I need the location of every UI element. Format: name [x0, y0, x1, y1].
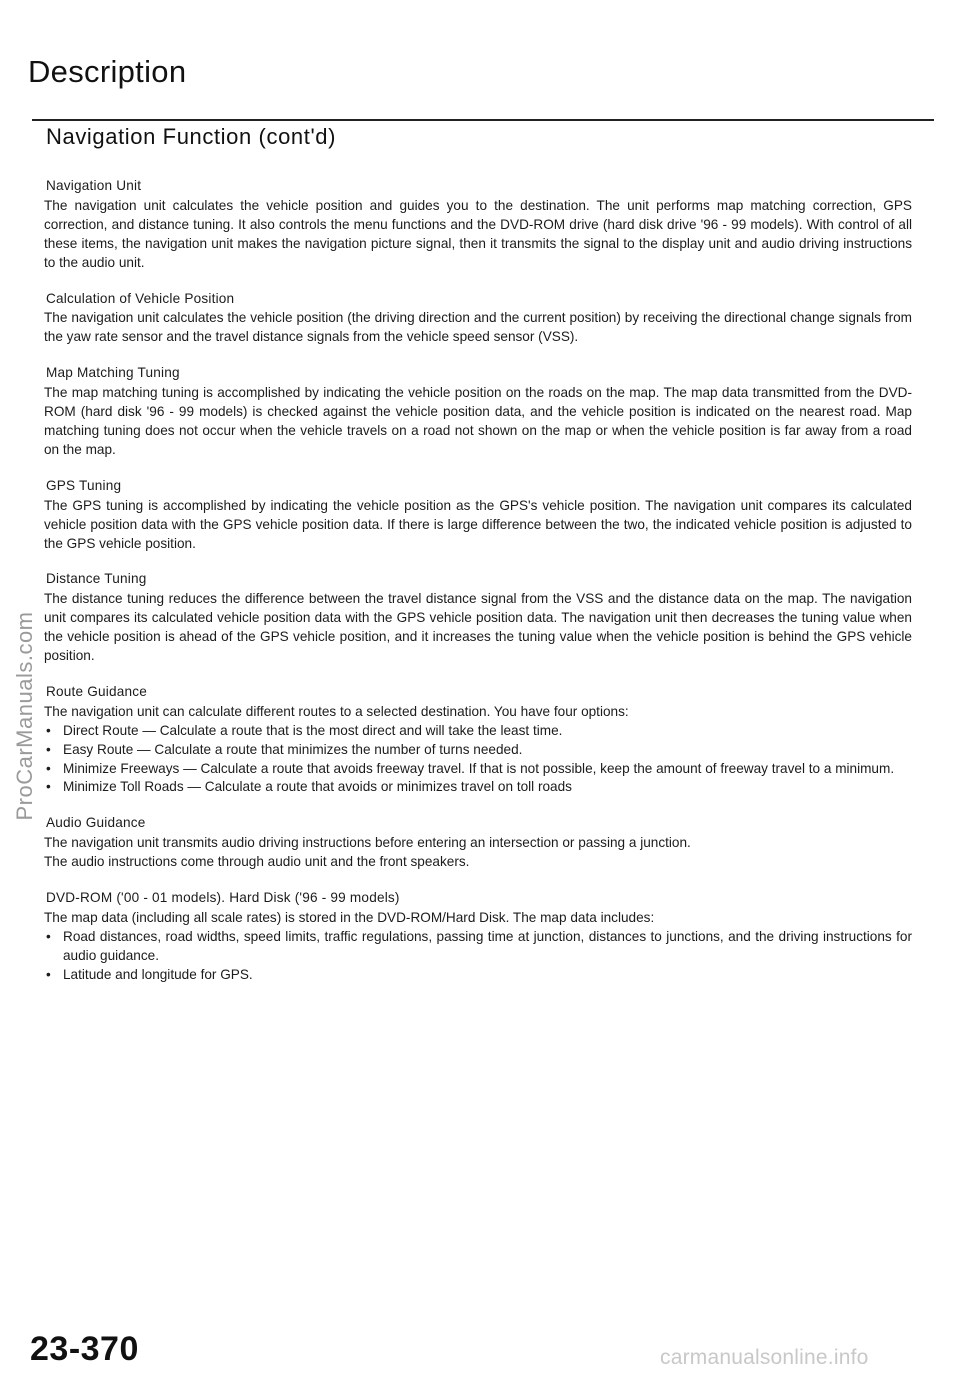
section-heading: Calculation of Vehicle Position: [46, 290, 235, 306]
section-paragraph: The navigation unit calculates the vehicle position (the driving direction and the current position) by receiving the directional change signals from the yaw rate sensor and the travel distance signals from the vehicle speed sensor (VSS).: [44, 310, 912, 345]
section-paragraph: The navigation unit transmits audio driving instructions before entering an intersection or passing a junction.: [44, 835, 691, 851]
list-item: [46, 760, 912, 779]
list-item: [46, 928, 912, 966]
section-paragraph: The map data (including all scale rates) is stored in the DVD-ROM/Hard Disk. The map data includes:: [44, 910, 655, 925]
list-item-text: Latitude and longitude for GPS.: [63, 966, 253, 982]
list-item: [46, 778, 912, 797]
map-data-list: [46, 928, 912, 985]
bullet-icon: •: [46, 722, 51, 738]
bullet-icon: •: [46, 741, 51, 757]
list-item: [46, 722, 912, 741]
bullet-icon: •: [46, 966, 51, 982]
list-item: [46, 966, 912, 985]
section-paragraph: The map matching tuning is accomplished by indicating the vehicle position on the roads on the map. The map data transmitted from the DVD-ROM (hard disk '96 - 99 models) is checked against the vehicle position data, and the vehicle position is indicated on the nearest road. Map matching tuning does not occur when the vehicle travels on a road not shown on the map or when the vehicle position is far away from a road on the map.: [44, 385, 912, 457]
section-heading: Navigation Unit: [46, 178, 142, 193]
section-paragraph: The GPS tuning is accomplished by indicating the vehicle position as the GPS's vehicle position. The navigation unit compares its calculated vehicle position data with the GPS vehicle position data. If there is large difference between the two, the indicated vehicle position is adjusted to the GPS vehicle position.: [44, 497, 912, 551]
bullet-icon: •: [46, 928, 51, 944]
bullet-icon: •: [46, 760, 51, 776]
section-navigation-unit: [46, 177, 912, 273]
section-audio-guidance: [46, 814, 912, 872]
list-item-text: Easy Route — Calculate a route that minimizes the number of turns needed.: [63, 741, 523, 757]
footer-site-watermark: carmanualsonline.info: [660, 1346, 869, 1369]
route-options-list: [46, 722, 912, 798]
section-heading: DVD-ROM ('00 - 01 models). Hard Disk ('96 - 99 models): [46, 890, 400, 906]
section-heading: Audio Guidance: [46, 815, 146, 831]
section-gps-tuning: [46, 477, 912, 554]
list-item: [46, 741, 912, 760]
list-item-text: Direct Route — Calculate a route that is the most direct and will take the least time.: [63, 722, 563, 738]
section-vehicle-position: [46, 290, 912, 348]
watermark-text: ProCarManuals.com: [12, 611, 37, 821]
section-map-matching: [46, 364, 912, 460]
section-heading: GPS Tuning: [46, 477, 122, 493]
page-number: 23-370: [30, 1330, 139, 1368]
title-divider: [32, 119, 934, 121]
list-item-text: Minimize Freeways — Calculate a route that avoids freeway travel. If that is not possible, keep the amount of freeway travel to a minimum.: [63, 760, 895, 776]
section-paragraph: The audio instructions come through audio unit and the front speakers.: [44, 854, 470, 870]
section-paragraph: The navigation unit calculates the vehicle position and guides you to the destination. The unit performs map matching correction, GPS correction, and distance tuning. It also controls the menu functions and the DVD-ROM drive (hard disk drive '96 - 99 models). With control of all these items, the navigation unit makes the navigation picture signal, then it transmits the signal to the display unit and audio driving instructions to the audio unit.: [44, 197, 912, 270]
watermark: [2, 566, 48, 866]
section-title: Navigation Function (cont'd): [46, 124, 337, 149]
document-body: [46, 177, 912, 1002]
section-route-guidance: [46, 683, 912, 797]
section-heading: Distance Tuning: [46, 571, 147, 587]
section-heading: Map Matching Tuning: [46, 365, 180, 381]
section-paragraph: The distance tuning reduces the difference between the travel distance signal from the VSS and the distance data on the map. The navigation unit compares its calculated vehicle position data with the GPS vehicle position data. The navigation unit then decreases the tuning value when the vehicle position is ahead of the GPS vehicle position, and it increases the tuning value when the vehicle position is behind the GPS vehicle position.: [44, 591, 912, 664]
bullet-icon: •: [46, 779, 51, 795]
section-dvd-rom: [46, 889, 912, 985]
list-item-text: Minimize Toll Roads — Calculate a route that avoids or minimizes travel on toll roads: [63, 779, 572, 795]
section-heading: Route Guidance: [46, 683, 148, 699]
page-title: Description: [28, 54, 187, 89]
list-item-text: Road distances, road widths, speed limits, traffic regulations, passing time at junction, distances to junctions, and the driving instructions for audio guidance.: [63, 928, 912, 963]
section-distance-tuning: [46, 570, 912, 666]
section-paragraph: The navigation unit can calculate different routes to a selected destination. You have four options:: [44, 703, 629, 719]
